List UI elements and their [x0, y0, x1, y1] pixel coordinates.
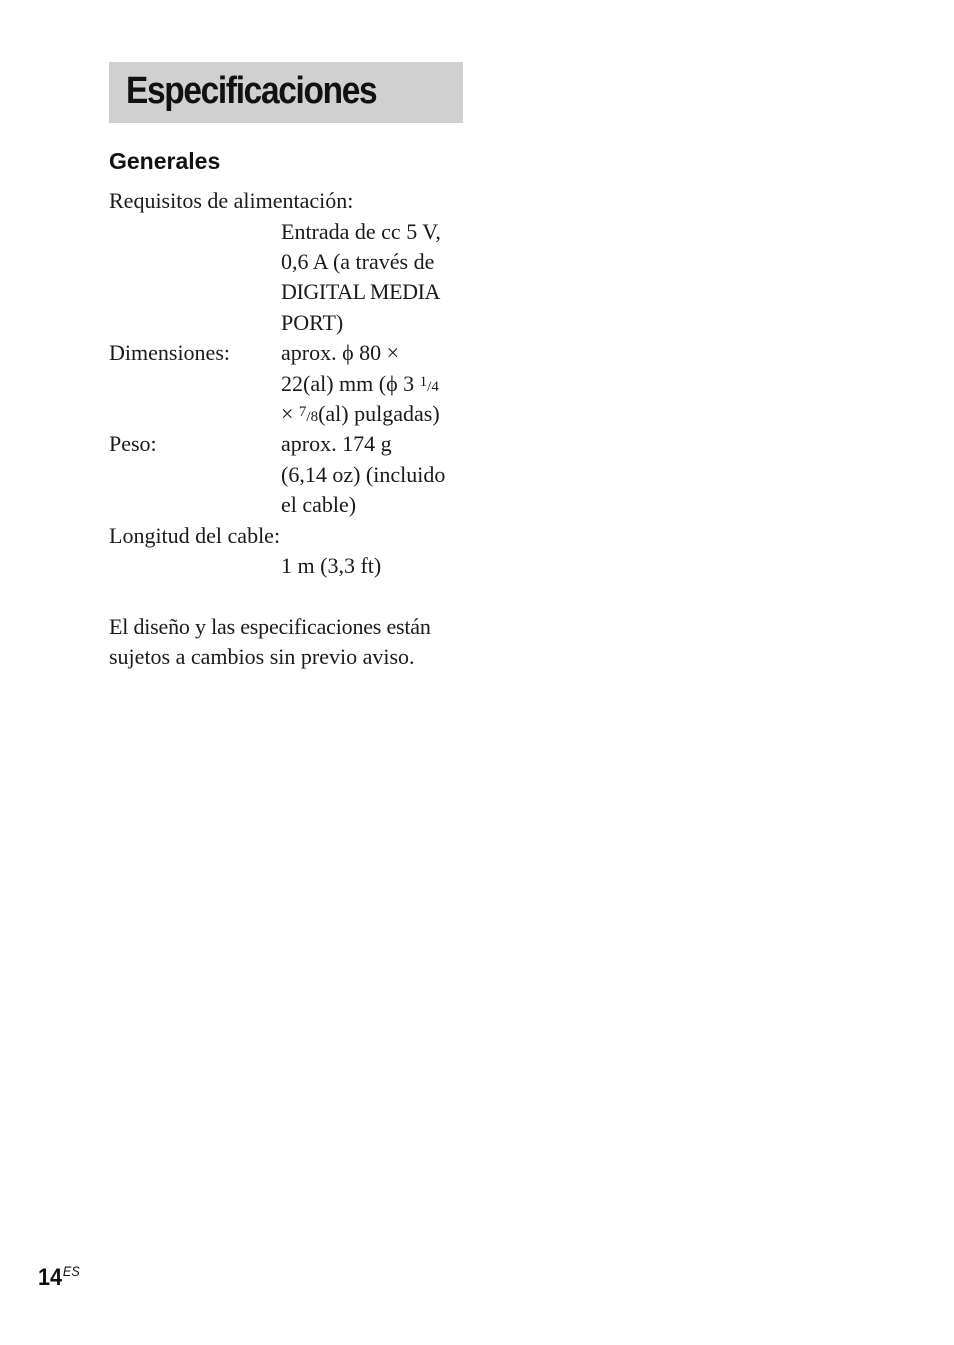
- page-number-value: 14: [38, 1264, 63, 1291]
- dimensions-text: (al) pulgadas): [318, 401, 440, 426]
- title-banner: [109, 62, 463, 123]
- fraction-denominator: /4: [427, 379, 439, 395]
- spec-value-power-line: PORT): [281, 310, 344, 335]
- spec-label-weight: Peso:: [109, 431, 157, 456]
- note-line: sujetos a cambios sin previo aviso.: [109, 644, 415, 669]
- page-number: [38, 1264, 80, 1292]
- spec-value-cable-line: 1 m (3,3 ft): [281, 553, 382, 578]
- spec-value-weight-line: el cable): [281, 492, 357, 517]
- fraction-denominator: /8: [306, 409, 319, 425]
- spec-value-dimensions-line: [281, 369, 439, 402]
- spec-value-dimensions-line: [281, 399, 440, 432]
- spec-value-dimensions-line: aprox. ϕ 80 ×: [281, 340, 400, 365]
- page-title: Especificaciones: [126, 70, 377, 112]
- spec-value-weight-line: aprox. 174 g: [281, 431, 392, 456]
- spec-label-dimensions: Dimensiones:: [109, 340, 230, 365]
- dimensions-text: 22(al) mm (ϕ 3: [281, 371, 420, 396]
- page-language-code: ES: [62, 1263, 80, 1279]
- note-line: El diseño y las especificaciones están: [109, 614, 431, 639]
- dimensions-text: ×: [281, 401, 299, 426]
- fraction-numerator: 7: [298, 404, 307, 420]
- spec-value-weight-line: (6,14 oz) (incluido: [281, 462, 446, 487]
- fraction-numerator: 1: [419, 374, 428, 390]
- spec-value-power-line: DIGITAL MEDIA: [281, 279, 441, 304]
- spec-value-power-line: Entrada de cc 5 V,: [281, 219, 441, 244]
- spec-value-power-line: 0,6 A (a través de: [281, 249, 435, 274]
- spec-label-power: Requisitos de alimentación:: [109, 188, 354, 213]
- spec-label-cable: Longitud del cable:: [109, 523, 281, 548]
- section-heading: Generales: [109, 148, 221, 174]
